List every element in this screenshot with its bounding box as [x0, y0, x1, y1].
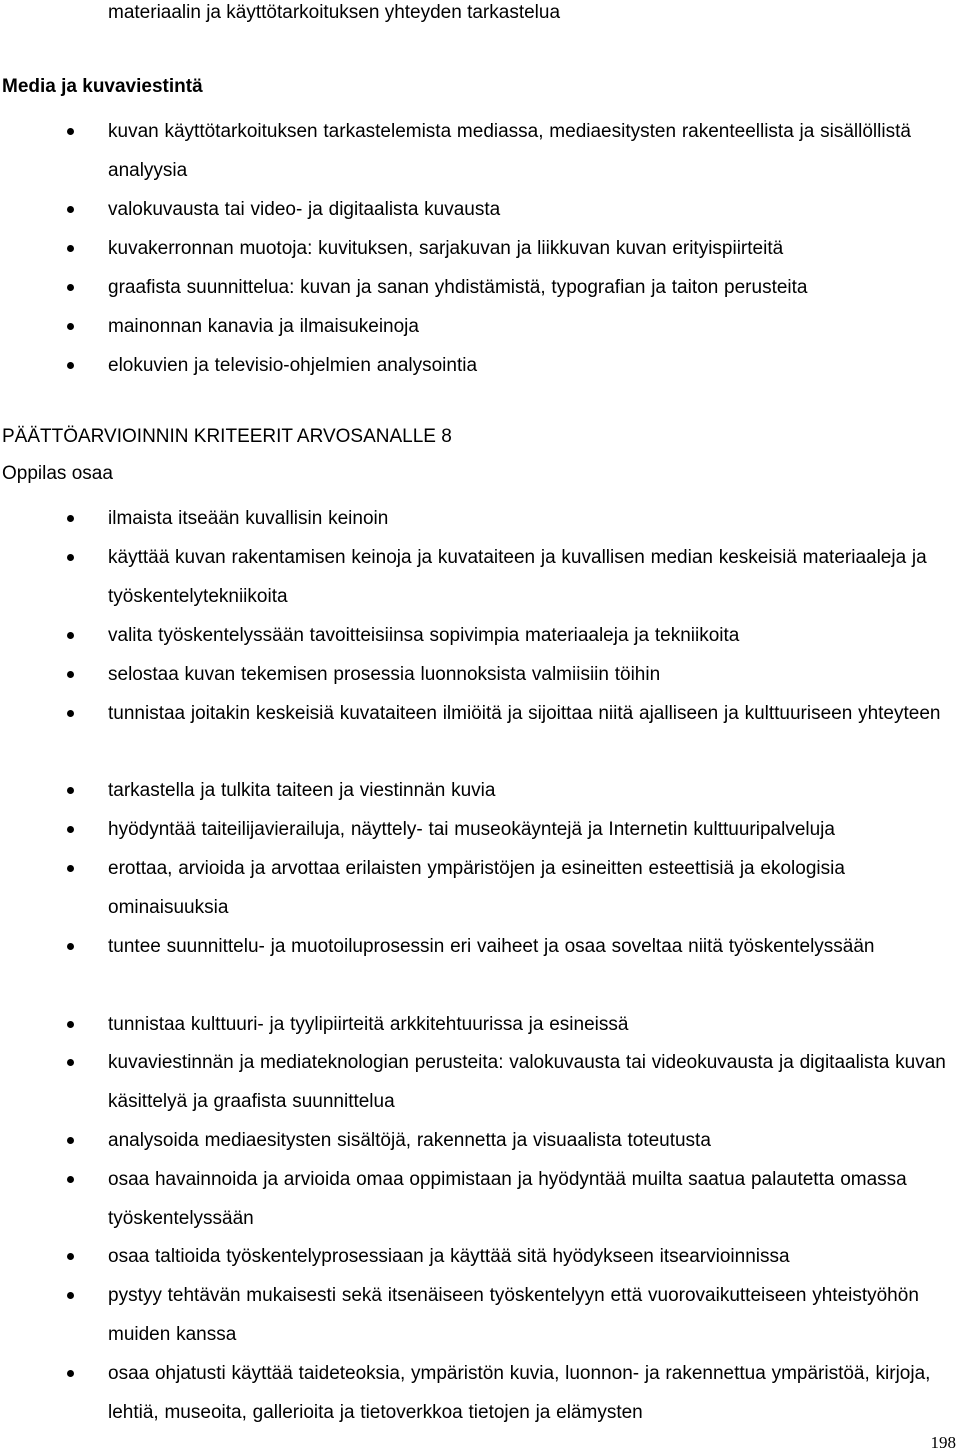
bullet-icon: [67, 323, 74, 330]
list-item-text: tarkastella ja tulkita taiteen ja viestinnän kuvia: [108, 780, 496, 801]
list-item-text: ilmaista itseään kuvallisin keinoin: [108, 508, 389, 529]
bullet-icon: [67, 710, 74, 717]
bullet-icon: [67, 865, 74, 872]
list-item-text: graafista suunnittelua: kuvan ja sanan yhdistämistä, typografian ja taiton perusteita: [108, 277, 808, 298]
bullet-icon: [67, 1137, 74, 1144]
list-item-text: tunnistaa joitakin keskeisiä kuvataiteen ilmiöitä ja sijoittaa niitä ajalliseen ja kulttuuriseen yhteyteen: [108, 703, 941, 724]
bullet-icon: [67, 632, 74, 639]
top-line-text: materiaalin ja käyttötarkoituksen yhteyden tarkastelua: [108, 2, 561, 23]
list-item-text: elokuvien ja televisio-ohjelmien analysointia: [108, 355, 478, 376]
bullet-icon: [67, 1370, 74, 1377]
bullet-icon: [67, 1059, 74, 1066]
bullet-icon: [67, 206, 74, 213]
bullet-icon: [67, 515, 74, 522]
bullet-icon: [67, 245, 74, 252]
bullet-icon: [67, 943, 74, 950]
media-section-heading: Media ja kuvaviestintä: [2, 76, 203, 97]
list-item-text: erottaa, arvioida ja arvottaa erilaisten ympäristöjen ja esineitten esteettisiä ja ekologisia ominaisuuksia: [108, 858, 845, 918]
bullet-icon: [67, 554, 74, 561]
bullet-icon: [67, 1292, 74, 1299]
list-item-text: valita työskentelyssään tavoitteisiinsa sopivimpia materiaaleja ja tekniikoita: [108, 625, 740, 646]
list-item-text: kuvaviestinnän ja mediateknologian perusteita: valokuvausta tai videokuvausta ja digitaalista kuvan käsittelyä ja graafista suunnittelua: [108, 1052, 946, 1112]
bullet-icon: [67, 1021, 74, 1028]
list-item-text: osaa havainnoida ja arvioida omaa oppimistaan ja hyödyntää muilta saatua palautetta omassa työskentelyssään: [108, 1169, 907, 1229]
list-item-text: tunnistaa kulttuuri- ja tyylipiirteitä arkkitehtuurissa ja esineissä: [108, 1014, 629, 1035]
bullet-icon: [67, 128, 74, 135]
list-item-text: hyödyntää taiteilijavierailuja, näyttely- tai museokäyntejä ja Internetin kulttuuripalveluja: [108, 819, 835, 840]
bullet-icon: [67, 362, 74, 369]
list-item-text: kuvakerronnan muotoja: kuvituksen, sarjakuvan ja liikkuvan kuvan erityispiirteitä: [108, 238, 784, 259]
list-item-text: selostaa kuvan tekemisen prosessia luonnoksista valmiisiin töihin: [108, 664, 661, 685]
list-item-text: kuvan käyttötarkoituksen tarkastelemista mediassa, mediaesitysten rakenteellista ja sisällöllistä analyysia: [108, 121, 911, 181]
bullet-icon: [67, 1176, 74, 1183]
list-item-text: osaa taltioida työskentelyprosessiaan ja käyttää sitä hyödykseen itsearvioinnissa: [108, 1246, 790, 1267]
list-item-text: pystyy tehtävän mukaisesti sekä itsenäiseen työskentelyyn että vuorovaikutteiseen yhteistyöhön muiden kanssa: [108, 1285, 919, 1345]
bullet-icon: [67, 284, 74, 291]
list-item-text: tuntee suunnittelu- ja muotoiluprosessin eri vaiheet ja osaa soveltaa niitä työskentelyssään: [108, 936, 875, 957]
list-item-text: käyttää kuvan rakentamisen keinoja ja kuvataiteen ja kuvallisen median keskeisiä materiaaleja ja työskentelytekniikoita: [108, 547, 927, 607]
criteria-heading: PÄÄTTÖARVIOINNIN KRITEERIT ARVOSANALLE 8: [2, 426, 452, 447]
bullet-icon: [67, 787, 74, 794]
bullet-icon: [67, 826, 74, 833]
list-item-text: valokuvausta tai video- ja digitaalista kuvausta: [108, 199, 501, 220]
list-item-text: osaa ohjatusti käyttää taideteoksia, ympäristön kuvia, luonnon- ja rakennettua ympäristöä, kirjoja, lehtiä, museoita, gallerioita ja tietoverkkoa tietojen ja elämysten: [108, 1363, 931, 1423]
bullet-icon: [67, 671, 74, 678]
bullet-icon: [67, 1253, 74, 1260]
page-number: 198: [930, 1433, 956, 1452]
list-item-text: analysoida mediaesitysten sisältöjä, rakennetta ja visuaalista toteutusta: [108, 1130, 711, 1151]
criteria-subheading: Oppilas osaa: [2, 463, 113, 484]
list-item-text: mainonnan kanavia ja ilmaisukeinoja: [108, 316, 419, 337]
